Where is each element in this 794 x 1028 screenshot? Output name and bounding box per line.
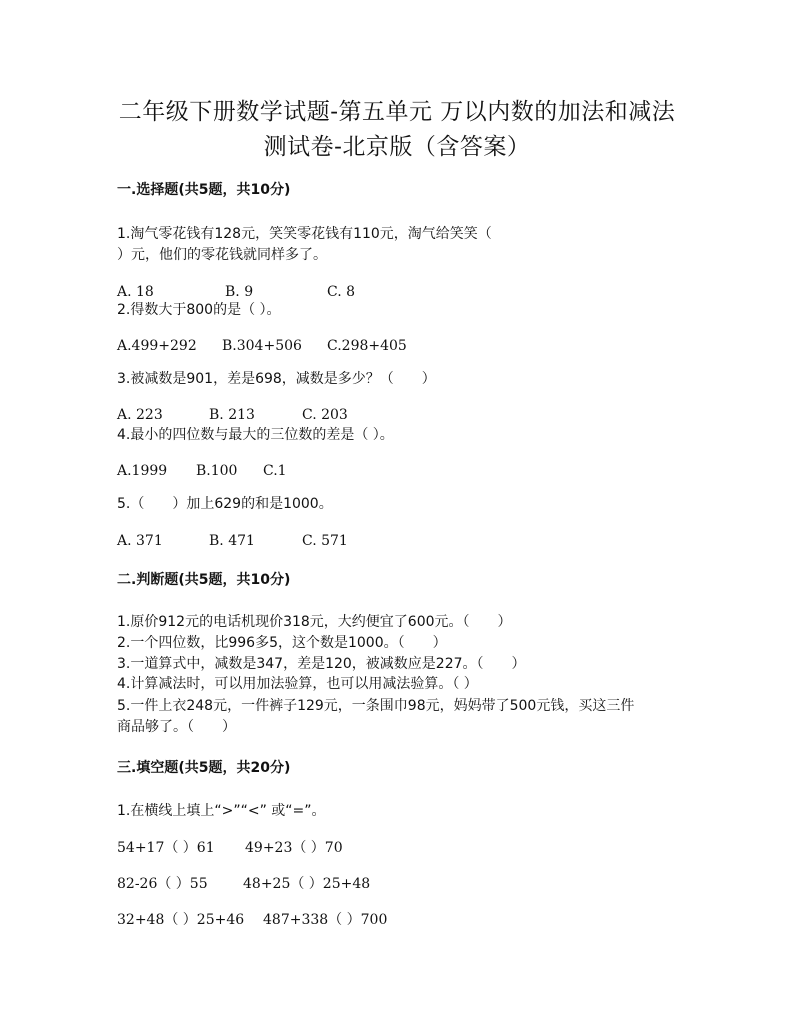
page-title: 二年级下册数学试题-第五单元 万以内数的加法和减法	[118, 99, 676, 125]
judge-item-2: 2.一个四位数，比996多5，这个数是1000。（ ）	[117, 635, 447, 651]
question-3-option-a: A. 223	[117, 407, 163, 423]
section-heading-fill-blank: 三.填空题(共5题，共20分)	[117, 760, 291, 776]
question-5-text: 5.（ ）加上629的和是1000。	[117, 496, 333, 512]
section-heading-true-false: 二.判断题(共5题，共10分)	[117, 572, 291, 588]
comparison-row-2-right: 48+25（ ）25+48	[243, 876, 371, 892]
fill-question-1-text: 1.在横线上填上“>”“<” 或“=”。	[117, 803, 326, 819]
question-4-option-b: B.100	[196, 463, 238, 479]
comparison-row-3-left: 32+48（ ）25+46	[117, 912, 245, 928]
question-4-text: 4.最小的四位数与最大的三位数的差是（ ）。	[117, 427, 394, 443]
section-heading-multiple-choice: 一.选择题(共5题，共10分)	[117, 182, 291, 198]
judge-item-3: 3.一道算式中，减数是347，差是120，被减数应是227。（ ）	[117, 656, 526, 672]
comparison-row-3-right: 487+338（ ）700	[263, 912, 388, 928]
question-1-option-b: B. 9	[225, 284, 254, 300]
question-2-option-b: B.304+506	[222, 338, 302, 354]
question-1-option-c: C. 8	[327, 284, 356, 300]
question-5-option-a: A. 371	[117, 533, 163, 549]
question-1-text-line2: ）元，他们的零花钱就同样多了。	[117, 247, 327, 263]
judge-item-5: 5.一件上衣248元，一件裤子129元，一条围巾98元，妈妈带了500元钱，买这三件	[117, 698, 635, 714]
question-3-option-c: C. 203	[302, 407, 348, 423]
judge-item-5-line2: 商品够了。（ ）	[117, 719, 236, 735]
page-subtitle: 测试卷-北京版（含答案）	[263, 134, 531, 160]
judge-item-4: 4.计算减法时，可以用加法验算，也可以用减法验算。（ ）	[117, 676, 478, 692]
question-3-option-b: B. 213	[209, 407, 255, 423]
comparison-row-1-left: 54+17（ ）61	[117, 840, 215, 856]
question-2-option-c: C.298+405	[327, 338, 407, 354]
question-4-option-a: A.1999	[117, 463, 168, 479]
question-2-text: 2.得数大于800的是（ ）。	[117, 302, 281, 318]
question-3-text: 3.被减数是901，差是698，减数是多少？（ ）	[117, 371, 436, 387]
question-5-option-b: B. 471	[209, 533, 255, 549]
question-1-option-a: A. 18	[117, 284, 154, 300]
question-5-option-c: C. 571	[302, 533, 348, 549]
comparison-row-1-right: 49+23（ ）70	[245, 840, 343, 856]
question-1-text-line1: 1.淘气零花钱有128元，笑笑零花钱有110元，淘气给笑笑（	[117, 226, 492, 242]
comparison-row-2-left: 82-26（ ）55	[117, 876, 208, 892]
question-2-option-a: A.499+292	[117, 338, 197, 354]
judge-item-1: 1.原价912元的电话机现价318元，大约便宜了600元。（ ）	[117, 614, 512, 630]
question-4-option-c: C.1	[263, 463, 287, 479]
